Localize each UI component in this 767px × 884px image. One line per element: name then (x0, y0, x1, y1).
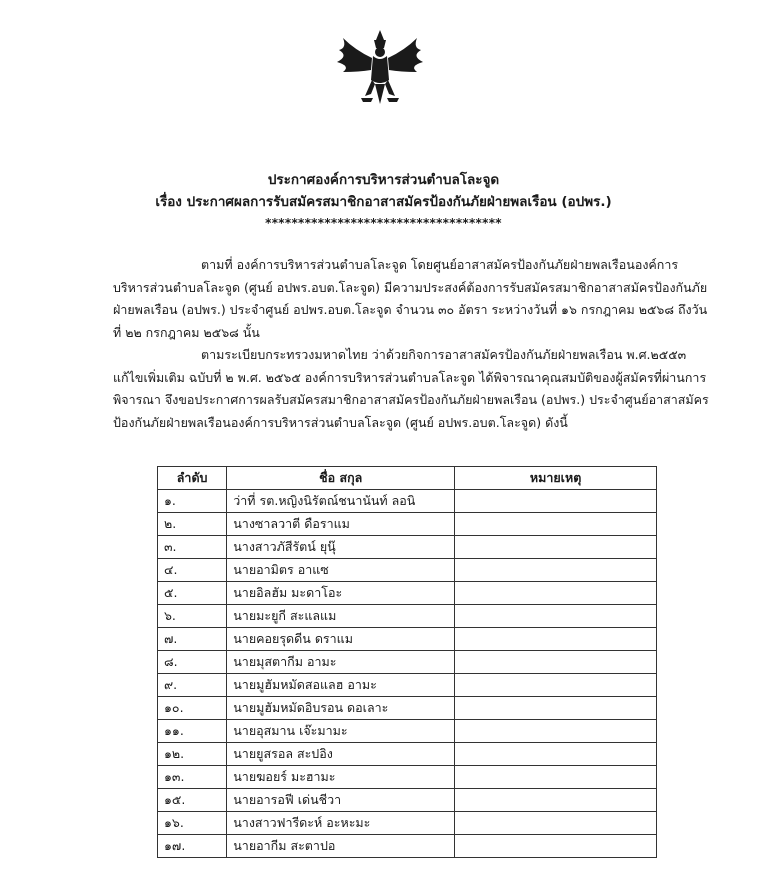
table-row (158, 605, 657, 628)
body-paragraph-2 (113, 344, 713, 434)
row-remark (455, 789, 657, 812)
row-number: ๑๕. (158, 789, 227, 812)
row-number: ๙. (158, 674, 227, 697)
table-row (158, 743, 657, 766)
row-remark (455, 835, 657, 858)
row-remark (455, 605, 657, 628)
row-remark (455, 582, 657, 605)
row-number: ๖. (158, 605, 227, 628)
table-row (158, 766, 657, 789)
header-remark: หมายเหตุ (455, 467, 657, 490)
table-row (158, 697, 657, 720)
header-name: ชื่อ สกุล (227, 467, 455, 490)
member-table (157, 466, 657, 858)
table-row (158, 720, 657, 743)
row-remark (455, 766, 657, 789)
row-number: ๗. (158, 628, 227, 651)
body-paragraph-1 (113, 254, 713, 344)
row-remark (455, 697, 657, 720)
table-row (158, 651, 657, 674)
row-remark (455, 812, 657, 835)
table-row (158, 536, 657, 559)
row-remark (455, 720, 657, 743)
row-remark (455, 651, 657, 674)
row-name: นางสาวฟารีดะห์ อะหะมะ (227, 812, 455, 835)
row-number: ๑๒. (158, 743, 227, 766)
row-number: ๕. (158, 582, 227, 605)
row-number: ๑๐. (158, 697, 227, 720)
row-name: นายยูสรอล สะปอิง (227, 743, 455, 766)
row-name: นายคอยรุดดีน ดราแม (227, 628, 455, 651)
row-remark (455, 536, 657, 559)
row-name: นายอารอฟี เด่นชีวา (227, 789, 455, 812)
header-order: ลำดับ (158, 467, 227, 490)
table-row (158, 582, 657, 605)
row-number: ๑๑. (158, 720, 227, 743)
table-row (158, 513, 657, 536)
row-name: ว่าที่ รต.หญิงนิรัตณ์ชนานันท์ ลอนิ (227, 490, 455, 513)
row-name: นายอากีม สะตาปอ (227, 835, 455, 858)
announcement-title: ประกาศองค์การบริหารส่วนตำบลโละจูด (267, 172, 500, 188)
row-number: ๘. (158, 651, 227, 674)
row-name: นายมะยูกี สะแลแม (227, 605, 455, 628)
row-remark (455, 513, 657, 536)
paragraph-2-text: ตามระเบียบกระทรวงมหาดไทย ว่าด้วยกิจการอาสาสมัครป้องกันภัยฝ่ายพลเรือน พ.ศ.๒๕๕๓ แก้ไขเพิ่มเติม ฉบับที่ ๒ พ.ศ. ๒๕๖๕ องค์การบริหารส่วนตำบลโละจูด ได้พิจารณาคุณสมบัติของผู้สมัครที่ผ่านการพิจารณา จึงขอประกาศการผลรับสมัครสมาชิกอาสาสมัครป้องกันภัยฝ่ายพลเรือน (อปพร.) ประจำศูนย์อาสาสมัครป้องกันภัยฝ่ายพลเรือนองค์การบริหารส่วนตำบลโละจูด (ศูนย์ อปพร.อบต.โละจูด) ดังนี้ (113, 347, 709, 430)
row-number: ๒. (158, 513, 227, 536)
star-divider: ************************************ (265, 216, 502, 230)
member-table-body (158, 490, 657, 858)
row-name: นายอามิตร อาแซ (227, 559, 455, 582)
table-row (158, 835, 657, 858)
table-row (158, 628, 657, 651)
row-name: นางสาวภัสีรัตน์ ยุนุ๊ (227, 536, 455, 559)
announcement-subject: เรื่อง ประกาศผลการรับสมัครสมาชิกอาสาสมัครป้องกันภัยฝ่ายพลเรือน (อปพร.) (155, 194, 612, 210)
row-name: นายมูฮัมหมัดสอแลฮ อามะ (227, 674, 455, 697)
table-row (158, 490, 657, 513)
table-row (158, 789, 657, 812)
row-remark (455, 490, 657, 513)
row-remark (455, 674, 657, 697)
row-remark (455, 559, 657, 582)
row-name: นายมูฮัมหมัดอิบรอน ดอเลาะ (227, 697, 455, 720)
table-row (158, 812, 657, 835)
table-row (158, 559, 657, 582)
paragraph-1-text: ตามที่ องค์การบริหารส่วนตำบลโละจูด โดยศูนย์อาสาสมัครป้องกันภัยฝ่ายพลเรือนองค์การบริหารส่วนตำบลโละจูด (ศูนย์ อปพร.อบต.โละจูด) มีความประสงค์ต้องการรับสมัครสมาชิกอาสาสมัครป้องกันภัยฝ่ายพลเรือน (อปพร.) ประจำศูนย์ อปพร.อบต.โละจูด จำนวน ๓๐ อัตรา ระหว่างวันที่ ๑๖ กรกฎาคม ๒๕๖๘ ถึงวันที่ ๒๒ กรกฎาคม ๒๕๖๘ นั้น (113, 257, 708, 340)
row-number: ๑๖. (158, 812, 227, 835)
row-number: ๓. (158, 536, 227, 559)
garuda-emblem-icon (325, 28, 435, 108)
row-number: ๑๓. (158, 766, 227, 789)
table-header-row (158, 467, 657, 490)
row-remark (455, 628, 657, 651)
row-name: นายมุสตากีม อามะ (227, 651, 455, 674)
row-number: ๑. (158, 490, 227, 513)
table-row (158, 674, 657, 697)
row-number: ๔. (158, 559, 227, 582)
row-name: นายอุสมาน เจ๊ะมามะ (227, 720, 455, 743)
row-number: ๑๗. (158, 835, 227, 858)
row-name: นางซาลวาตี ดือราแม (227, 513, 455, 536)
row-remark (455, 743, 657, 766)
row-name: นายอิลฮัม มะดาโอะ (227, 582, 455, 605)
row-name: นายฆอยร์ มะฮามะ (227, 766, 455, 789)
